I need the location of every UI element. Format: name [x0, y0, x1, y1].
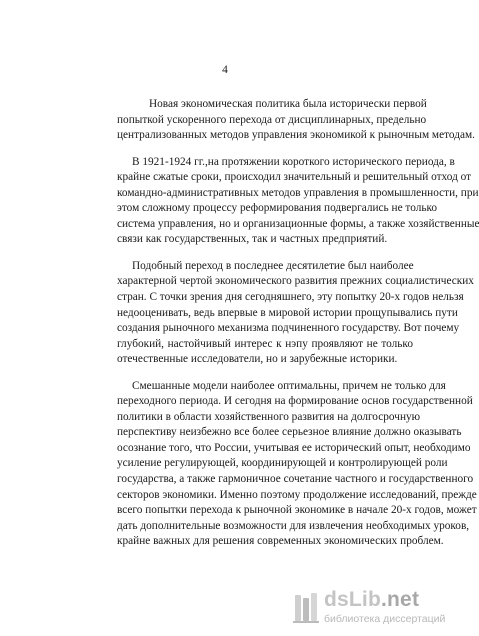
text-line: осознание того, что России, учитывая ее исторический опыт, необходимо [117, 441, 471, 454]
text-line: Смешанные модели наиболее оптимальны, причем не только для [132, 379, 446, 392]
text-line: В 1921-1924 гг.,на протяжении короткого исторического периода, в [132, 155, 455, 168]
text-line: Новая экономическая политика была исторически первой [149, 98, 427, 110]
text-line: усиление регулирующей, координирующей и контролирующей роли [117, 457, 448, 470]
document-body [117, 97, 479, 550]
text-line: государства, а также гармоничное сочетание частного и государственного [117, 473, 474, 486]
watermark-site-tld: .net [381, 588, 420, 611]
text-line: характерной чертой экономического развития прежних социалистических [117, 275, 474, 288]
text-line: создания рыночного механизма подчиненного государству. Вот почему [117, 322, 460, 335]
text-line: этом сложному процессу реформирования подвергались не только [117, 202, 438, 215]
text-line: секторов экономики. Именно поэтому продолжение исследований, прежде [117, 488, 477, 501]
text-line: перспективу неизбежно все более серьезное влияние должно оказывать [117, 426, 462, 439]
watermark-site-name [324, 588, 419, 612]
text-line: система управления, но и организационные формы, а также хозяйственные [117, 217, 479, 230]
watermark-tagline: библиотека диссертаций [324, 613, 446, 625]
text-line: стран. С точки зрения дня сегодняшнего, эту попытку 20-х годов нельзя [117, 291, 464, 304]
book-stack-logo-icon [292, 592, 320, 624]
text-line: централизованных методов управления экономикой к рыночным методам. [117, 129, 475, 142]
paragraph-2 [117, 155, 479, 248]
text-line: связи как государственных, так и частных предприятий. [117, 233, 388, 246]
paragraph-4 [117, 379, 477, 550]
text-line: переходного периода. И сегодня на формирование основ государственной [117, 395, 473, 408]
watermark-site-main: dsLib [324, 588, 381, 611]
dslib-watermark [284, 588, 444, 630]
text-line: крайне сжатые сроки, происходил значительный и решительный отход от [117, 171, 472, 184]
text-line: крайне важных для решения современных экономических проблем. [117, 535, 444, 548]
text-line: попыткой ускоренного перехода от дисциплинарных, предельно [117, 113, 427, 126]
text-line: недооценивать, ведь впервые в мировой истории прощупывались пути [117, 306, 458, 319]
text-line: всего попытки перехода к рыночной экономике в начале 20-х годов, может [117, 504, 477, 517]
text-line: отечественные исследователи, но и зарубежные историки. [117, 353, 398, 366]
text-line: глубокий, настойчивый интерес к нэпу проявляют не только [117, 337, 413, 350]
text-line: Подобный переход в последнее десятилетие был наиболее [132, 259, 414, 272]
text-line: политики в области хозяйственного развития на долгосрочную [117, 410, 421, 423]
text-line: командно-административных методов управления в промышленности, при [117, 186, 479, 199]
text-line: дать дополнительные возможности для извлечения необходимых уроков, [117, 519, 470, 532]
page-number: 4 [222, 64, 228, 76]
paragraph-1 [117, 97, 475, 144]
paragraph-3 [117, 259, 474, 368]
